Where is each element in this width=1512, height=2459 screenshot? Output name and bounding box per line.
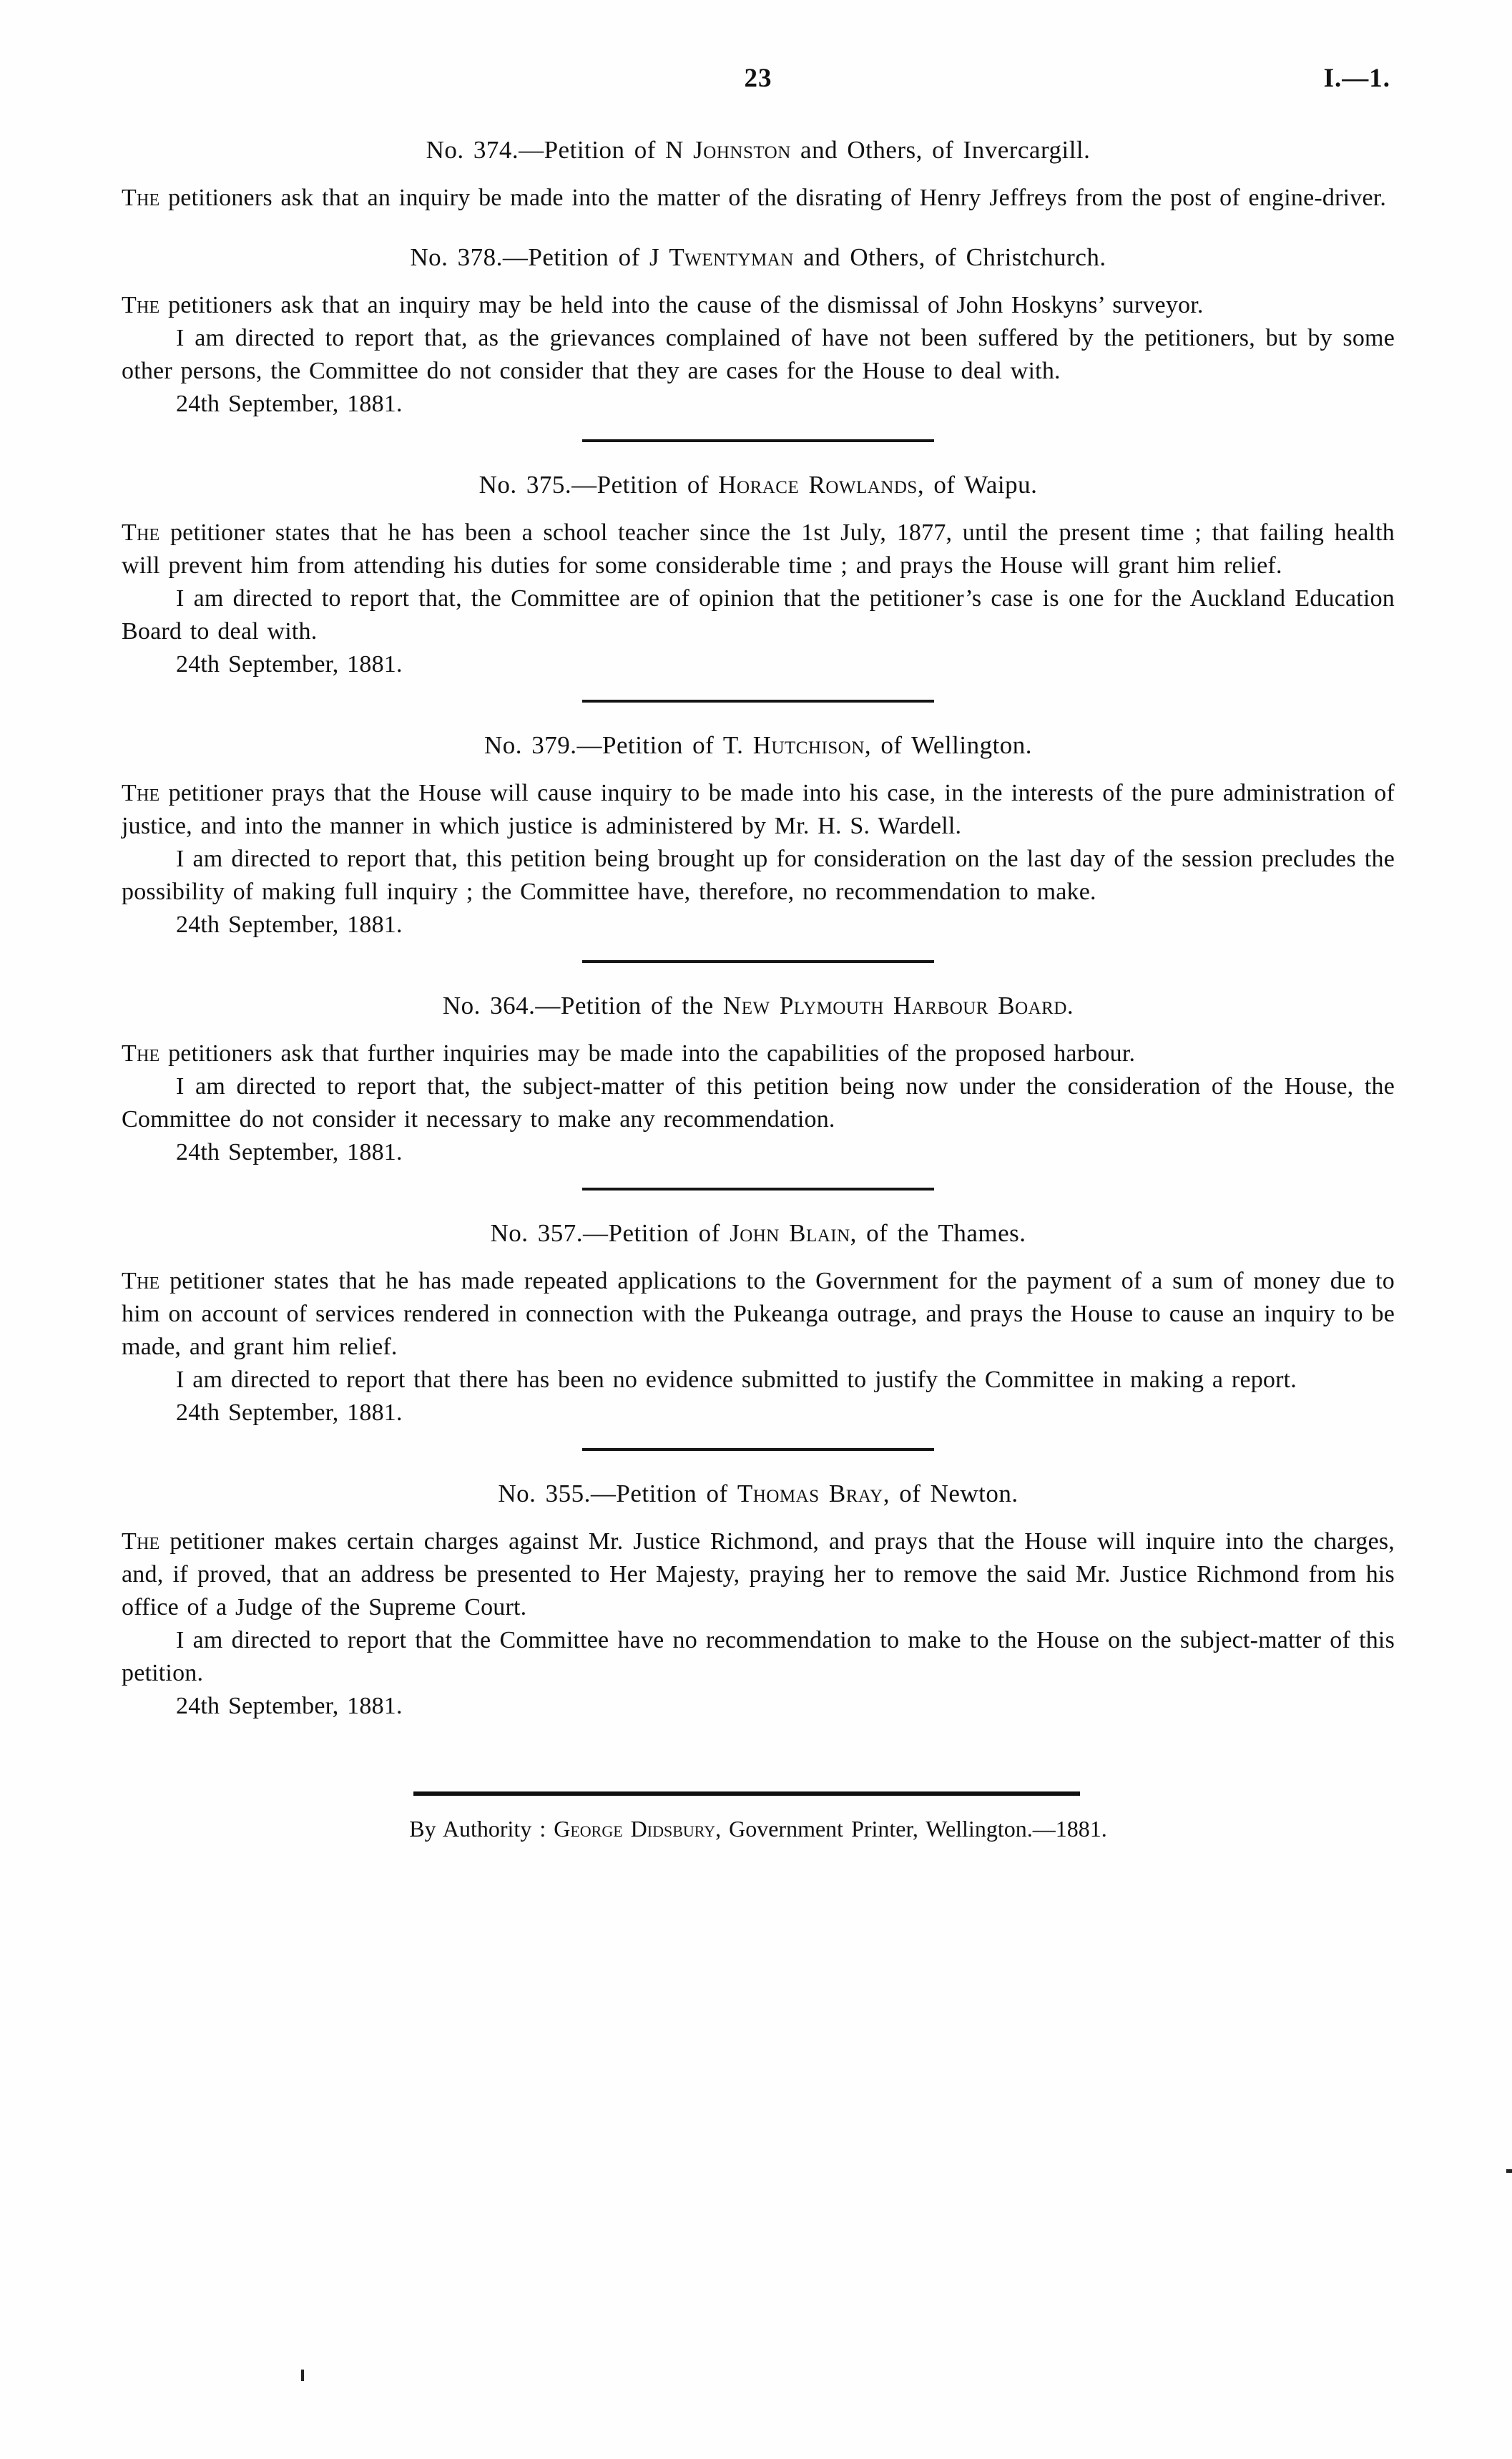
small-caps-run: The (122, 1040, 160, 1067)
petition-heading (122, 731, 1395, 760)
petition-paragraph-report (122, 1624, 1395, 1690)
petitions-report-body (122, 136, 1395, 1723)
text-run: 24th September, 1881. (176, 1399, 403, 1426)
petition-paragraph-date (122, 1397, 1395, 1429)
text-run: No. 374.—Petition of N (426, 136, 694, 164)
text-run: petitioners ask that an inquiry may be held into the cause of the dismissal of John Hoskyns’ surveyor. (159, 292, 1204, 318)
text-run: I am directed to report that, the Committee are of opinion that the petitioner’s case is one for the Auckland Education Board to deal with. (122, 585, 1395, 645)
small-caps-run: The (122, 1528, 160, 1555)
small-caps-run: The (122, 519, 160, 546)
text-run: I am directed to report that, the subject-matter of this petition being now under the consideration of the House, the Committee do not consider it necessary to make any recommendation. (122, 1073, 1395, 1133)
ink-speck (301, 2370, 304, 2381)
petition-paragraph-report (122, 843, 1395, 909)
petition-paragraph-date (122, 909, 1395, 942)
text-run: No. 378.—Petition of J (410, 243, 669, 271)
section-divider-rule (582, 960, 934, 963)
text-run: 24th September, 1881. (176, 651, 403, 678)
text-run: By Authority : (409, 1816, 554, 1842)
petition-section (122, 243, 1395, 421)
text-run: petitioner makes certain charges against Mr. Justice Richmond, and prays that the House will inquire into the charges, and, if proved, that an address be presented to Her Majesty, praying her to remove the said Mr. Justice Richmond from his office of a Judge of the Supreme Court. (122, 1528, 1395, 1620)
section-divider-rule (582, 1188, 934, 1191)
text-run: No. 357.—Petition of (490, 1219, 730, 1247)
ink-speck (1506, 2169, 1512, 2173)
imprint-line (122, 1816, 1395, 1842)
petition-paragraph-lead (122, 777, 1395, 843)
small-caps-run: Horace Rowlands (718, 471, 918, 499)
petition-paragraph-lead (122, 1037, 1395, 1070)
text-run: and Others, of Christchurch. (793, 243, 1106, 271)
small-caps-run: Hutchison (752, 731, 865, 759)
text-run: No. 375.—Petition of (478, 471, 719, 499)
section-divider-rule (582, 439, 934, 442)
petition-paragraph-date (122, 1690, 1395, 1723)
petition-section (122, 471, 1395, 681)
petition-paragraph-lead (122, 517, 1395, 582)
petition-heading (122, 471, 1395, 499)
text-run: 24th September, 1881. (176, 1693, 403, 1719)
small-caps-run: The (122, 292, 160, 318)
text-run: and Others, of Invercargill. (790, 136, 1091, 164)
section-divider-rule (582, 1448, 934, 1451)
section-divider-rule (582, 700, 934, 703)
text-run: No. 355.—Petition of (498, 1480, 737, 1507)
text-run: , Government Printer, Wellington.—1881. (715, 1816, 1107, 1842)
small-caps-run: John Blain (730, 1219, 850, 1247)
text-run: I am directed to report that the Committee have no recommendation to make to the House on the subject-matter of this petition. (122, 1627, 1395, 1686)
petition-section (122, 992, 1395, 1169)
petition-section (122, 1480, 1395, 1723)
petition-paragraph-date (122, 648, 1395, 681)
petition-section (122, 731, 1395, 942)
text-run: petitioners ask that an inquiry be made into the matter of the disrating of Henry Jeffreys from the post of engine-driver. (159, 185, 1387, 211)
text-run: , of Wellington. (864, 731, 1033, 759)
text-run: 24th September, 1881. (176, 1139, 403, 1165)
petition-heading (122, 1219, 1395, 1248)
text-run: , of Newton. (883, 1480, 1018, 1507)
page-footer (122, 1791, 1395, 1842)
petition-section (122, 1219, 1395, 1429)
paper-reference: I.—1. (1323, 64, 1390, 93)
petition-heading (122, 1480, 1395, 1508)
small-caps-run: The (122, 1268, 160, 1294)
text-run: petitioners ask that further inquiries may be made into the capabilities of the proposed harbour. (159, 1040, 1136, 1067)
petition-paragraph-date (122, 388, 1395, 421)
petition-heading (122, 136, 1395, 165)
small-caps-run: The (122, 185, 160, 211)
petition-paragraph-report (122, 322, 1395, 388)
petition-paragraph-report (122, 582, 1395, 648)
text-run: , of Waipu. (917, 471, 1038, 499)
text-run: , of the Thames. (850, 1219, 1026, 1247)
small-caps-run: New Plymouth Harbour Board (722, 992, 1067, 1020)
petition-paragraph-lead (122, 1265, 1395, 1364)
text-run: I am directed to report that, this petition being brought up for consideration on the last day of the session precludes the possibility of making full inquiry ; the Committee have, therefore, no recommendation to make. (122, 846, 1395, 905)
petition-heading (122, 992, 1395, 1020)
footer-rule (413, 1791, 1080, 1796)
text-run: I am directed to report that there has been no evidence submitted to justify the Committee in making a report. (176, 1367, 1297, 1393)
small-caps-run: Twentyman (669, 243, 794, 271)
petition-paragraph-report (122, 1070, 1395, 1136)
text-run: petitioner prays that the House will cause inquiry to be made into his case, in the interests of the pure administration of justice, and into the manner in which justice is administered by Mr. H. S. Wardell. (122, 780, 1395, 839)
petition-paragraph-date (122, 1136, 1395, 1169)
petition-paragraph-report (122, 1364, 1395, 1397)
text-run: petitioner states that he has been a school teacher since the 1st July, 1877, until the present time ; that failing health will prevent him from attending his duties for some considerable time ; and prays the House will grant him relief. (122, 519, 1395, 579)
small-caps-run: George Didsbury (554, 1816, 716, 1842)
text-run: No. 364.—Petition of the (442, 992, 723, 1020)
petition-section (122, 136, 1395, 215)
petition-paragraph-lead (122, 1525, 1395, 1624)
petition-heading (122, 243, 1395, 272)
petition-paragraph-lead (122, 182, 1395, 215)
small-caps-run: Thomas Bray (737, 1480, 883, 1507)
text-run: No. 379.—Petition of T. (483, 731, 753, 759)
small-caps-run: Johnston (693, 136, 791, 164)
page-header (122, 63, 1395, 99)
petition-paragraph-lead (122, 289, 1395, 322)
text-run: 24th September, 1881. (176, 391, 403, 417)
text-run: . (1066, 992, 1074, 1020)
page-number: 23 (744, 64, 772, 93)
text-run: I am directed to report that, as the grievances complained of have not been suffered by the petitioners, but by some other persons, the Committee do not consider that they are cases for the House to deal with. (122, 325, 1395, 384)
text-run: petitioner states that he has made repeated applications to the Government for the payment of a sum of money due to him on account of services rendered in connection with the Pukeanga outrage, and prays the House to cause an inquiry to be made, and grant him relief. (122, 1268, 1395, 1360)
text-run: 24th September, 1881. (176, 911, 403, 938)
small-caps-run: The (122, 780, 160, 806)
